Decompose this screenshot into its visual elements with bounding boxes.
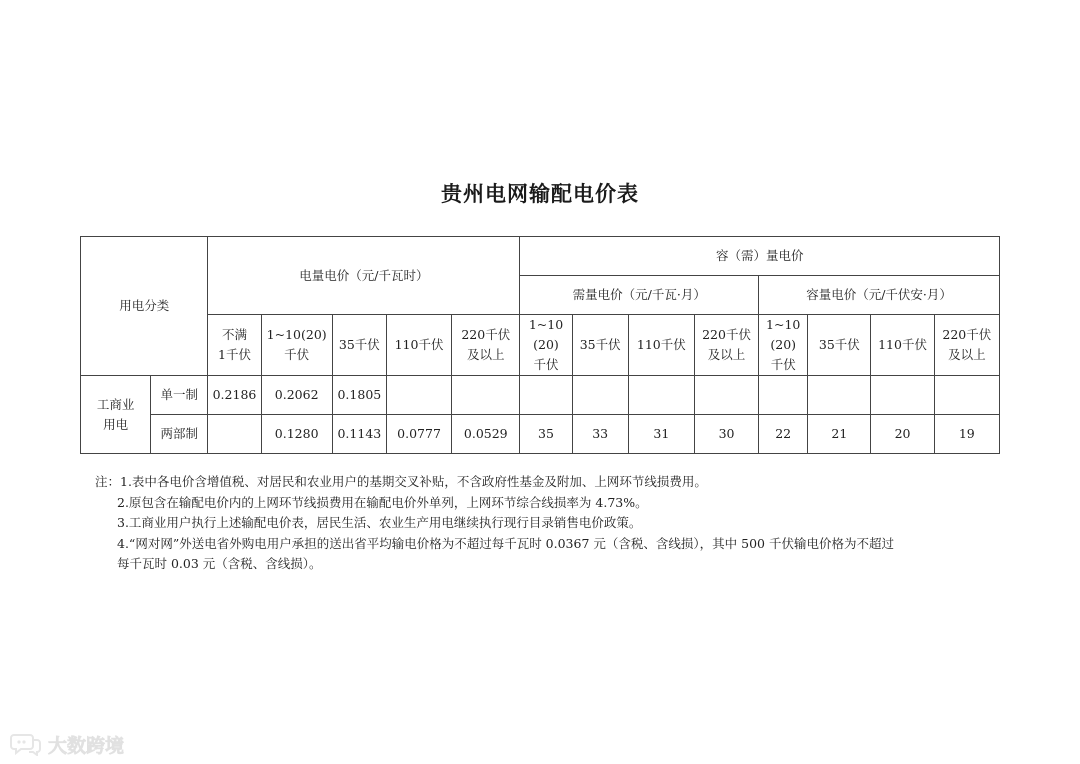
note-line: 注：1.表中各电价含增值税、对居民和农业用户的基期交叉补贴，不含政府性基金及附加、上网环节线损费用。 [95,474,707,489]
price-cell: 0.0529 [452,415,520,454]
note-line: 每千瓦时 0.03 元（含税、含线损）。 [117,556,322,571]
price-cell [628,376,694,415]
row-label: 两部制 [151,415,208,454]
watermark [10,730,124,758]
category-header: 用电分类 [81,237,208,376]
price-cell: 33 [572,415,628,454]
price-cell: 31 [628,415,694,454]
price-cell [452,376,520,415]
note-line: 4.“网对网”外送电省外购电用户承担的送出省平均输电价格为不超过每千瓦时 0.0367 元（含税、含线损），其中 500 千伏输电价格为不超过 [117,535,894,551]
energy-voltage-header: 1~10(20) 千伏 [261,315,332,376]
watermark-text: 大数跨境 [48,734,125,757]
demand-voltage-header: 1~10 (20) 千伏 [520,315,572,376]
energy-price-header: 电量电价（元/千瓦时） [208,237,520,315]
chat-bubble-logo-icon [10,732,42,756]
price-cell: 22 [759,415,808,454]
price-table [80,236,1000,454]
price-cell [572,376,628,415]
notes [95,472,995,575]
price-cell [208,415,261,454]
energy-voltage-header: 220千伏 及以上 [452,315,520,376]
capacity-voltage-header: 35千伏 [808,315,871,376]
price-cell: 0.1280 [261,415,332,454]
capacity-group-header: 容（需）量电价 [520,237,1000,276]
group-label: 工商业 用电 [81,376,151,454]
price-cell [934,376,999,415]
price-cell: 30 [694,415,758,454]
price-cell: 0.2062 [261,376,332,415]
price-cell [694,376,758,415]
capacity-voltage-header: 220千伏 及以上 [934,315,999,376]
note-line: 3.工商业用户执行上述输配电价表，居民生活、农业生产用电继续执行现行目录销售电价政策。 [117,515,642,530]
price-cell: 35 [520,415,572,454]
energy-voltage-header: 110千伏 [386,315,451,376]
price-cell [520,376,572,415]
demand-price-header: 需量电价（元/千瓦·月） [520,276,759,315]
price-cell: 20 [871,415,934,454]
price-cell [808,376,871,415]
price-cell: 0.0777 [386,415,451,454]
demand-voltage-header: 35千伏 [572,315,628,376]
price-cell: 21 [808,415,871,454]
row-label: 单一制 [151,376,208,415]
price-cell [386,376,451,415]
price-cell [871,376,934,415]
capacity-voltage-header: 110千伏 [871,315,934,376]
page-title: 贵州电网输配电价表 [441,182,639,206]
price-cell: 0.1143 [332,415,386,454]
demand-voltage-header: 110千伏 [628,315,694,376]
price-cell: 19 [934,415,999,454]
energy-voltage-header: 不满 1千伏 [208,315,261,376]
capacity-voltage-header: 1~10 (20) 千伏 [759,315,808,376]
price-cell: 0.2186 [208,376,261,415]
price-cell [759,376,808,415]
energy-voltage-header: 35千伏 [332,315,386,376]
note-line: 2.原包含在输配电价内的上网环节线损费用在输配电价外单列，上网环节综合线损率为 4.73%。 [117,494,648,510]
capacity-price-header: 容量电价（元/千伏安·月） [759,276,1000,315]
price-cell: 0.1805 [332,376,386,415]
demand-voltage-header: 220千伏 及以上 [694,315,758,376]
